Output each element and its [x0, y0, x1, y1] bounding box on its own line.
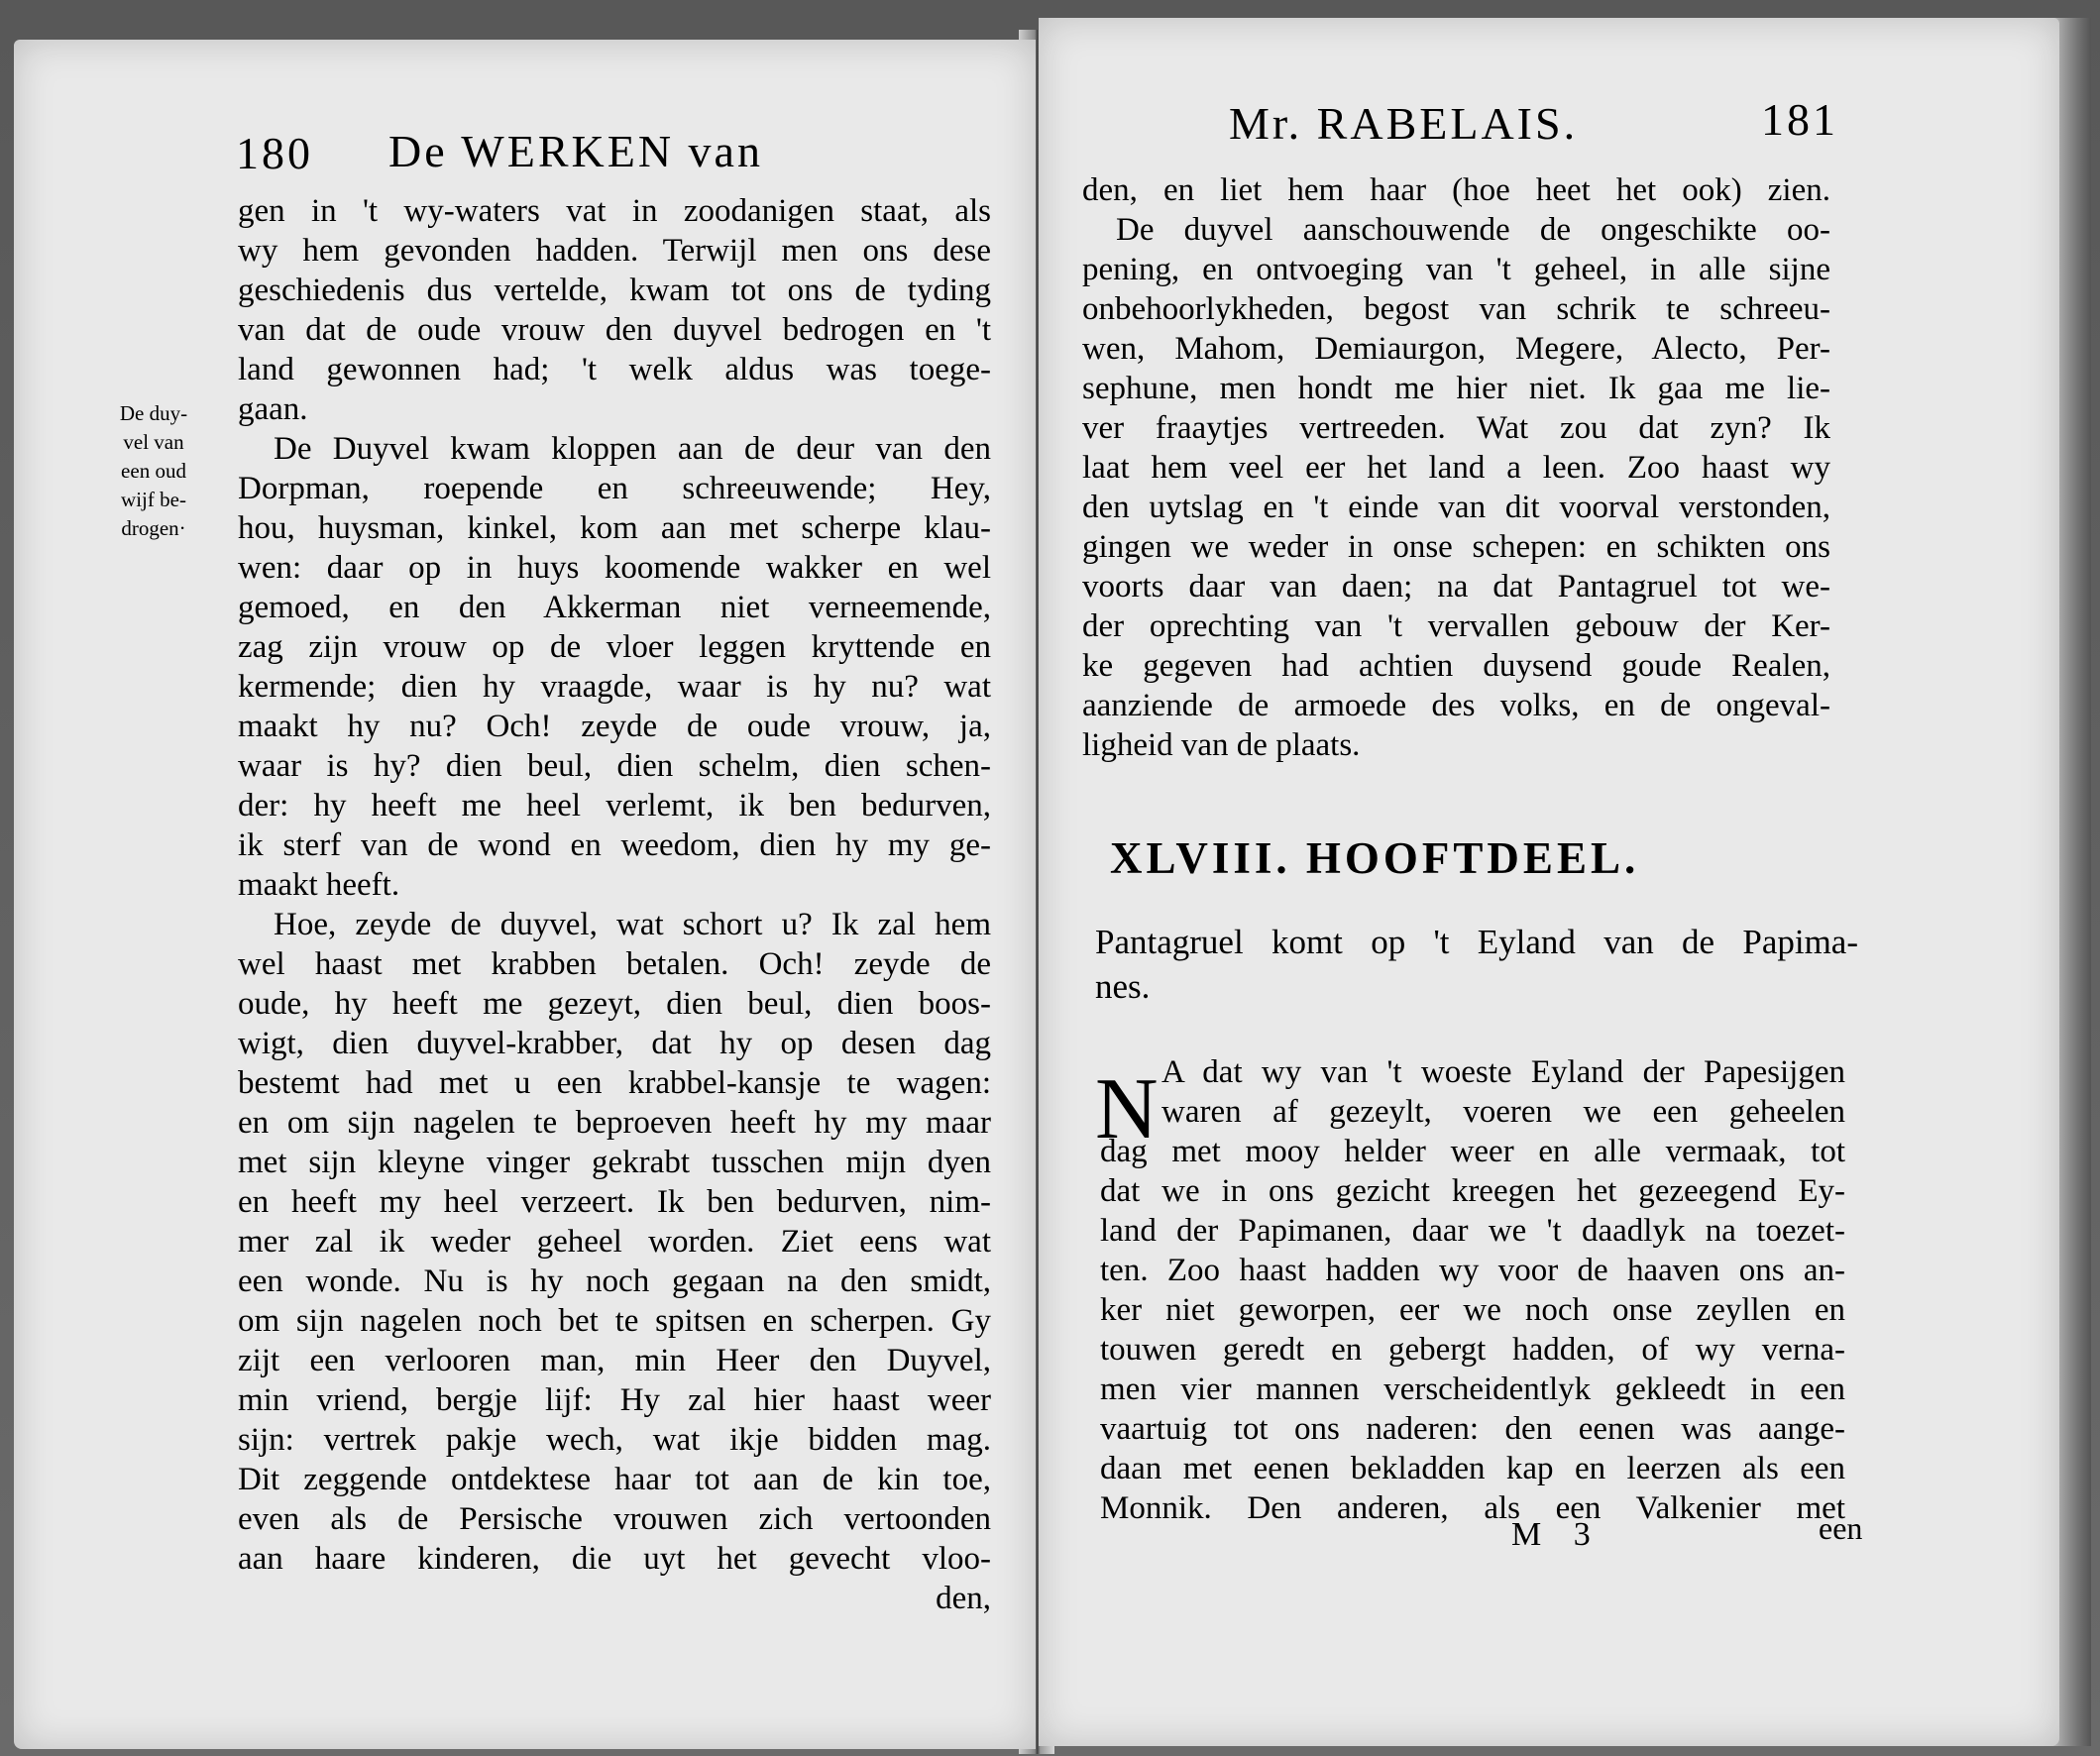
text-line: dag met mooy helder weer en alle vermaak, tot	[1100, 1134, 1845, 1169]
right-running-head: Mr. RABELAIS.	[1229, 98, 1579, 149]
text-line: wigt, dien duyvel-krabber, dat hy op desen dag	[238, 1026, 991, 1061]
text-line: min vriend, bergje lijf: Hy zal hier haast weer	[238, 1382, 991, 1418]
text-line: bestemt had met u een krabbel-kansje te wagen:	[238, 1065, 991, 1101]
margin-note-line: wijf be-	[121, 488, 186, 511]
margin-note-line: een oud	[121, 459, 186, 483]
chapter-title: XLVIII. HOOFTDEEL.	[1110, 833, 1640, 883]
text-line: wel haast met krabben betalen. Och! zeyde de	[238, 946, 991, 982]
text-line: maakt heeft.	[238, 867, 400, 903]
text-line: pening, en ontvoeging van 't geheel, in alle sijne	[1082, 252, 1830, 287]
signature-mark: M 3	[1511, 1516, 1603, 1553]
text-line: waar is hy? dien beul, dien schelm, dien schen-	[238, 748, 991, 784]
text-line: daan met eenen bekladden kap en leerzen als een	[1100, 1451, 1845, 1486]
text-line: De Duyvel kwam kloppen aan de deur van den	[274, 431, 991, 467]
text-line: geschiedenis dus vertelde, kwam tot ons de tyding	[238, 273, 991, 308]
text-line: wen: daar op in huys koomende wakker en wel	[238, 550, 991, 586]
text-line: Monnik. Den anderen, als een Valkenier met	[1100, 1490, 1845, 1526]
text-line: voorts daar van daen; na dat Pantagruel tot we-	[1082, 569, 1830, 604]
text-line: land der Papimanen, daar we 't daadlyk na toezet-	[1100, 1213, 1845, 1249]
text-line: aanziende de armoede des volks, en de ongeval-	[1082, 688, 1830, 723]
text-line: gaan.	[238, 391, 308, 427]
text-line: waren af gezeylt, voeren we een geheelen	[1161, 1094, 1845, 1130]
chapter-opening-lines	[1161, 1052, 1845, 1132]
text-line: ten. Zoo haast hadden wy voor de haaven ons an-	[1100, 1253, 1845, 1288]
text-line: De duyvel aanschouwende de ongeschikte oo-	[1116, 212, 1830, 248]
margin-note	[89, 399, 218, 543]
right-page-number: 181	[1761, 94, 1838, 145]
text-line: ligheid van de plaats.	[1082, 727, 1361, 763]
text-line: laat hem veel eer het land a leen. Zoo haast wy	[1082, 450, 1830, 486]
text-line: sephune, men hondt me hier niet. Ik gaa me lie-	[1082, 371, 1830, 406]
text-line: vaartuig tot ons naderen: den eenen was aange-	[1100, 1411, 1845, 1447]
text-line: sijn: vertrek pakje wech, wat ikje bidden mag.	[238, 1422, 991, 1458]
text-line: oude, hy heeft me gezeyt, dien beul, dien boos-	[238, 986, 991, 1022]
margin-note-line: drogen·	[121, 516, 186, 540]
text-line: wy hem gevonden hadden. Terwijl men ons dese	[238, 233, 991, 269]
text-line: Hoe, zeyde de duyvel, wat schort u? Ik zal hem	[274, 907, 991, 942]
chapter-body-text	[1100, 1132, 1845, 1528]
text-line: der: hy heeft me heel verlemt, ik ben bedurven,	[238, 788, 991, 823]
text-line: Dorpman, roepende en schreeuwende; Hey,	[238, 471, 991, 506]
text-line: ver fraaytjes vertreeden. Wat zou dat zyn? Ik	[1082, 410, 1830, 446]
text-line: kermende; dien hy vraagde, waar is hy nu? wat	[238, 669, 991, 705]
text-line: onbehoorlykheden, begost van schrik te schreeu-	[1082, 291, 1830, 327]
margin-note-line: De duy-	[119, 401, 188, 425]
right-text-block	[1082, 170, 1830, 765]
margin-note-line: vel van	[123, 430, 184, 454]
text-line: mer zal ik weder geheel worden. Ziet eens wat	[238, 1224, 991, 1260]
text-line: gemoed, en den Akkerman niet verneemende,	[238, 590, 991, 625]
chapter-subtitle	[1095, 920, 1858, 1009]
text-line: ker niet geworpen, eer we noch onse zeyllen en	[1100, 1292, 1845, 1328]
text-line: een wonde. Nu is hy noch gegaan na den smidt,	[238, 1263, 991, 1299]
text-line: touwen geredt en gebergt hadden, of wy verna-	[1100, 1332, 1845, 1368]
text-line: maakt hy nu? Och! zeyde de oude vrouw, ja,	[238, 709, 991, 744]
chapter-subtitle-line: Pantagruel komt op 't Eyland van de Papima-	[1095, 923, 1858, 961]
left-text-block	[238, 191, 991, 1618]
text-line: men vier mannen verscheidentlyk gekleedt in een	[1100, 1372, 1845, 1407]
text-line: gen in 't wy-waters vat in zoodanigen staat, als	[238, 193, 991, 229]
text-line: gingen we weder in onse schepen: en schikten ons	[1082, 529, 1830, 565]
text-line: der oprechting van 't vervallen gebouw der Ker-	[1082, 608, 1830, 644]
left-page-number: 180	[236, 128, 313, 178]
chapter-subtitle-line: nes.	[1095, 967, 1151, 1006]
text-line: zag zijn vrouw op de vloer leggen kryttende en	[238, 629, 991, 665]
text-line: en heeft my heel verzeert. Ik ben bedurven, nim-	[238, 1184, 991, 1220]
text-line: den, en liet hem haar (hoe heet het ook) zien.	[1082, 172, 1830, 208]
text-line: den,	[936, 1581, 991, 1616]
text-line: hou, huysman, kinkel, kom aan met scherpe klau-	[238, 510, 991, 546]
text-line: aan haare kinderen, die uyt het gevecht vloo-	[238, 1541, 991, 1577]
text-line: Dit zeggende ontdektese haar tot aan de kin toe,	[238, 1462, 991, 1497]
text-line: dat we in ons gezicht kreegen het gezeegend Ey-	[1100, 1173, 1845, 1209]
text-line: A dat wy van 't woeste Eyland der Papesijgen	[1161, 1054, 1845, 1090]
text-line: ik sterf van de wond en weedom, dien hy my ge-	[238, 827, 991, 863]
left-running-head: De WERKEN van	[388, 126, 763, 176]
text-line: ke gegeven had achtien duysend goude Realen,	[1082, 648, 1830, 684]
text-line: zijt een verlooren man, min Heer den Duyvel,	[238, 1343, 991, 1378]
catchword: een	[1819, 1510, 1863, 1546]
text-line: wen, Mahom, Demiaurgon, Megere, Alecto, Per-	[1082, 331, 1830, 367]
text-line: land gewonnen had; 't welk aldus was toege-	[238, 352, 991, 387]
text-line: en om sijn nagelen te beproeven heeft hy my maar	[238, 1105, 991, 1141]
text-line: van dat de oude vrouw den duyvel bedrogen en 't	[238, 312, 991, 348]
drop-cap: N	[1095, 1061, 1159, 1157]
text-line: even als de Persische vrouwen zich vertoonden	[238, 1501, 991, 1537]
text-line: om sijn nagelen noch bet te spitsen en scherpen. Gy	[238, 1303, 991, 1339]
text-line: met sijn kleyne vinger gekrabt tusschen mijn dyen	[238, 1145, 991, 1180]
text-line: den uytslag en 't einde van dit voorval verstonden,	[1082, 490, 1830, 525]
